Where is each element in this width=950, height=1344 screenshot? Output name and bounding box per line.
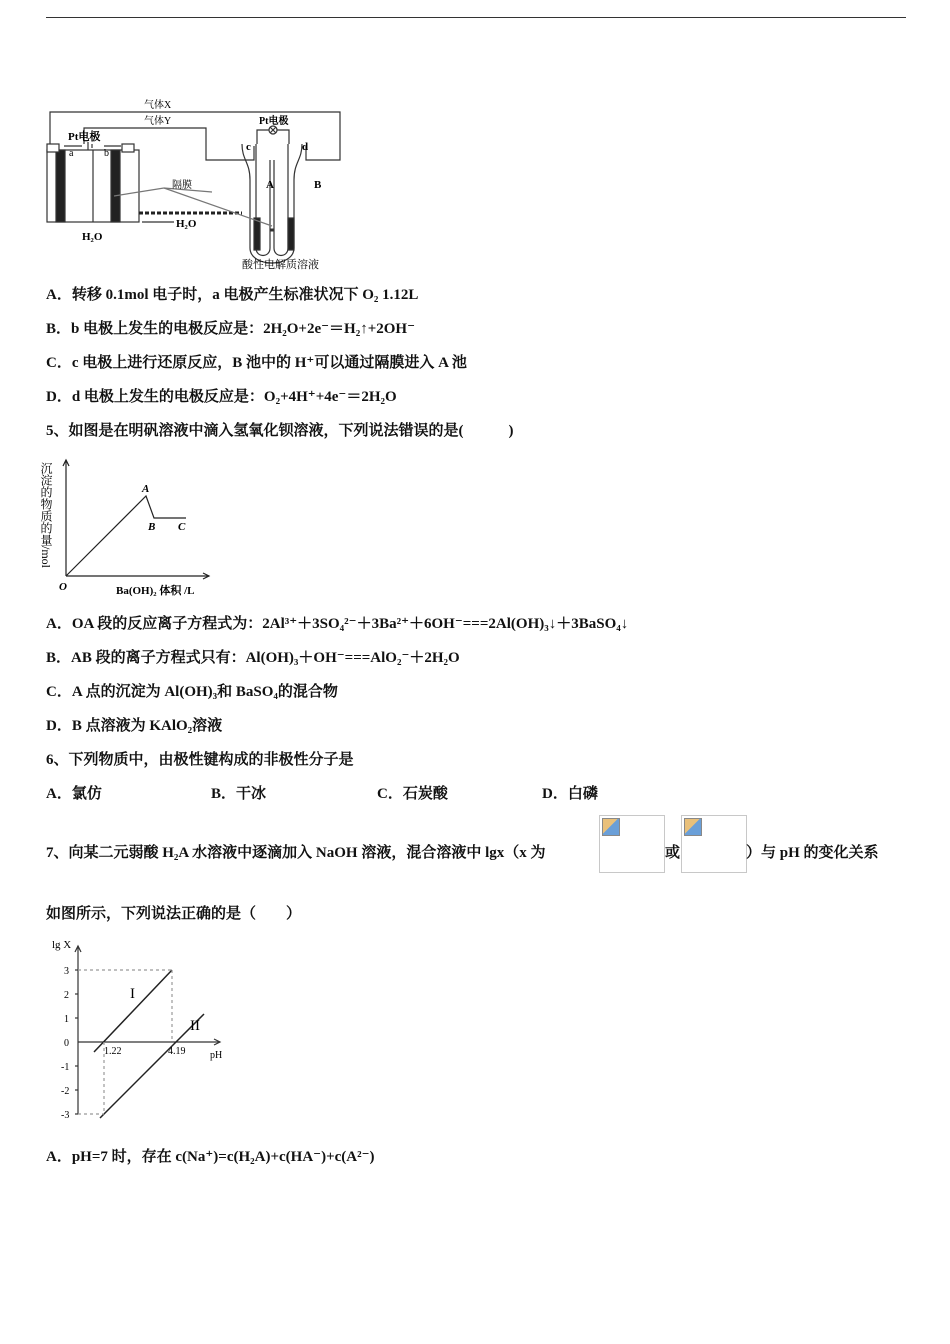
q6-option-b: B．干冰	[211, 786, 267, 802]
q6-option-d: D．白磷	[542, 786, 598, 802]
q7-formula-image-1	[599, 815, 665, 873]
q7-stem-part1: 7、向某二元弱酸 H₂A 水溶液中逐滴加入 NaOH 溶液，混合溶液中 lgx（x 为	[46, 845, 546, 861]
broken-image-icon	[602, 818, 620, 836]
q7-stem-or: 或	[665, 845, 681, 861]
q5-option-b: B．AB 段的离子方程式只有：Al(OH)₃＋OH⁻===AlO₂⁻＋2H₂O	[46, 650, 460, 666]
q5-origin-label: O	[59, 581, 67, 593]
q5-point-b: B	[148, 521, 156, 533]
apparatus-figure	[44, 100, 349, 272]
q7-x-axis-label: pH	[210, 1050, 223, 1061]
q7-formula-image-2	[681, 815, 747, 873]
q7-stem-part2: ）与 pH 的变化关系	[746, 845, 879, 861]
q6-option-c: C．石炭酸	[377, 786, 448, 802]
q7-line-2-label: II	[190, 1018, 200, 1034]
q7-ytick-0: 0	[64, 1038, 69, 1049]
q6-option-a: A．氯仿	[46, 786, 102, 802]
q7-ytick-2: 2	[64, 990, 69, 1001]
q7-ytick-neg2: -2	[61, 1086, 70, 1097]
q4-option-a: A．转移 0.1mol 电子时，a 电极产生标准状况下 O₂ 1.12L	[46, 287, 419, 303]
q7-y-axis-label: lg X	[52, 939, 72, 951]
q5-option-c: C．A 点的沉淀为 Al(OH)₃和 BaSO₄的混合物	[46, 684, 338, 700]
q7-line-1-label: I	[130, 986, 135, 1002]
q7-ytick-1: 1	[64, 1014, 69, 1025]
q5-point-c: C	[178, 521, 186, 533]
water-label-2: H₂O	[176, 218, 197, 230]
q5-point-a: A	[142, 483, 150, 495]
electrode-b-label: b	[104, 148, 109, 159]
q5-y-axis-label: 沉淀的物质的量/mol	[39, 462, 53, 569]
q5-stem: 5、如图是在明矾溶液中滴入氢氧化钡溶液，下列说法错误的是( )	[46, 423, 514, 439]
q5-x-axis-label: Ba(OH)₂ 体积 /L	[116, 585, 195, 597]
q7-ytick-neg3: -3	[61, 1110, 70, 1121]
pool-a-label: A	[266, 179, 274, 191]
q4-option-d: D．d 电极上发生的电极反应是：O₂+4H⁺+4e⁻＝2H₂O	[46, 389, 397, 405]
broken-image-icon	[684, 818, 702, 836]
gas-x-label: 气体X	[144, 100, 172, 111]
q6-stem: 6、下列物质中，由极性键构成的非极性分子是	[46, 752, 354, 768]
q7-ytick-neg1: -1	[61, 1062, 70, 1073]
q7-option-a: A．pH=7 时，存在 c(Na⁺)=c(H₂A)+c(HA⁻)+c(A²⁻)	[46, 1149, 375, 1165]
q4-option-b: B．b 电极上发生的电极反应是：2H₂O+2e⁻＝H₂↑+2OH⁻	[46, 321, 416, 337]
pt-electrode-right-label: Pt电极	[259, 116, 289, 127]
top-rule	[46, 17, 906, 18]
electrode-d-label: d	[302, 141, 309, 153]
solution-label: 酸性电解质溶液	[242, 259, 319, 271]
water-label-1: H₂O	[82, 231, 103, 243]
q5-graph	[39, 456, 214, 598]
q7-x-mark-1: 1.22	[104, 1046, 122, 1057]
q5-option-a: A．OA 段的反应离子方程式为：2Al³⁺＋3SO₄²⁻＋3Ba²⁺＋6OH⁻===2Al(OH)₃↓＋3BaSO₄↓	[46, 616, 629, 632]
electrode-c-label: c	[246, 141, 251, 153]
gas-y-label: 气体Y	[144, 116, 172, 127]
q7-stem-line2: 如图所示，下列说法正确的是（ ）	[46, 906, 302, 922]
q7-x-mark-2: 4.19	[168, 1046, 186, 1057]
q4-option-c: C．c 电极上进行还原反应，B 池中的 H⁺可以通过隔膜进入 A 池	[46, 355, 467, 371]
q5-option-d: D．B 点溶液为 KAlO₂溶液	[46, 718, 223, 734]
q7-graph	[44, 938, 234, 1122]
q7-ytick-3: 3	[64, 966, 69, 977]
membrane-label: 隔膜	[172, 180, 192, 191]
electrode-a-label: a	[69, 148, 74, 159]
pt-electrode-left-label: Pt电极	[68, 131, 101, 143]
pool-b-label: B	[314, 179, 322, 191]
